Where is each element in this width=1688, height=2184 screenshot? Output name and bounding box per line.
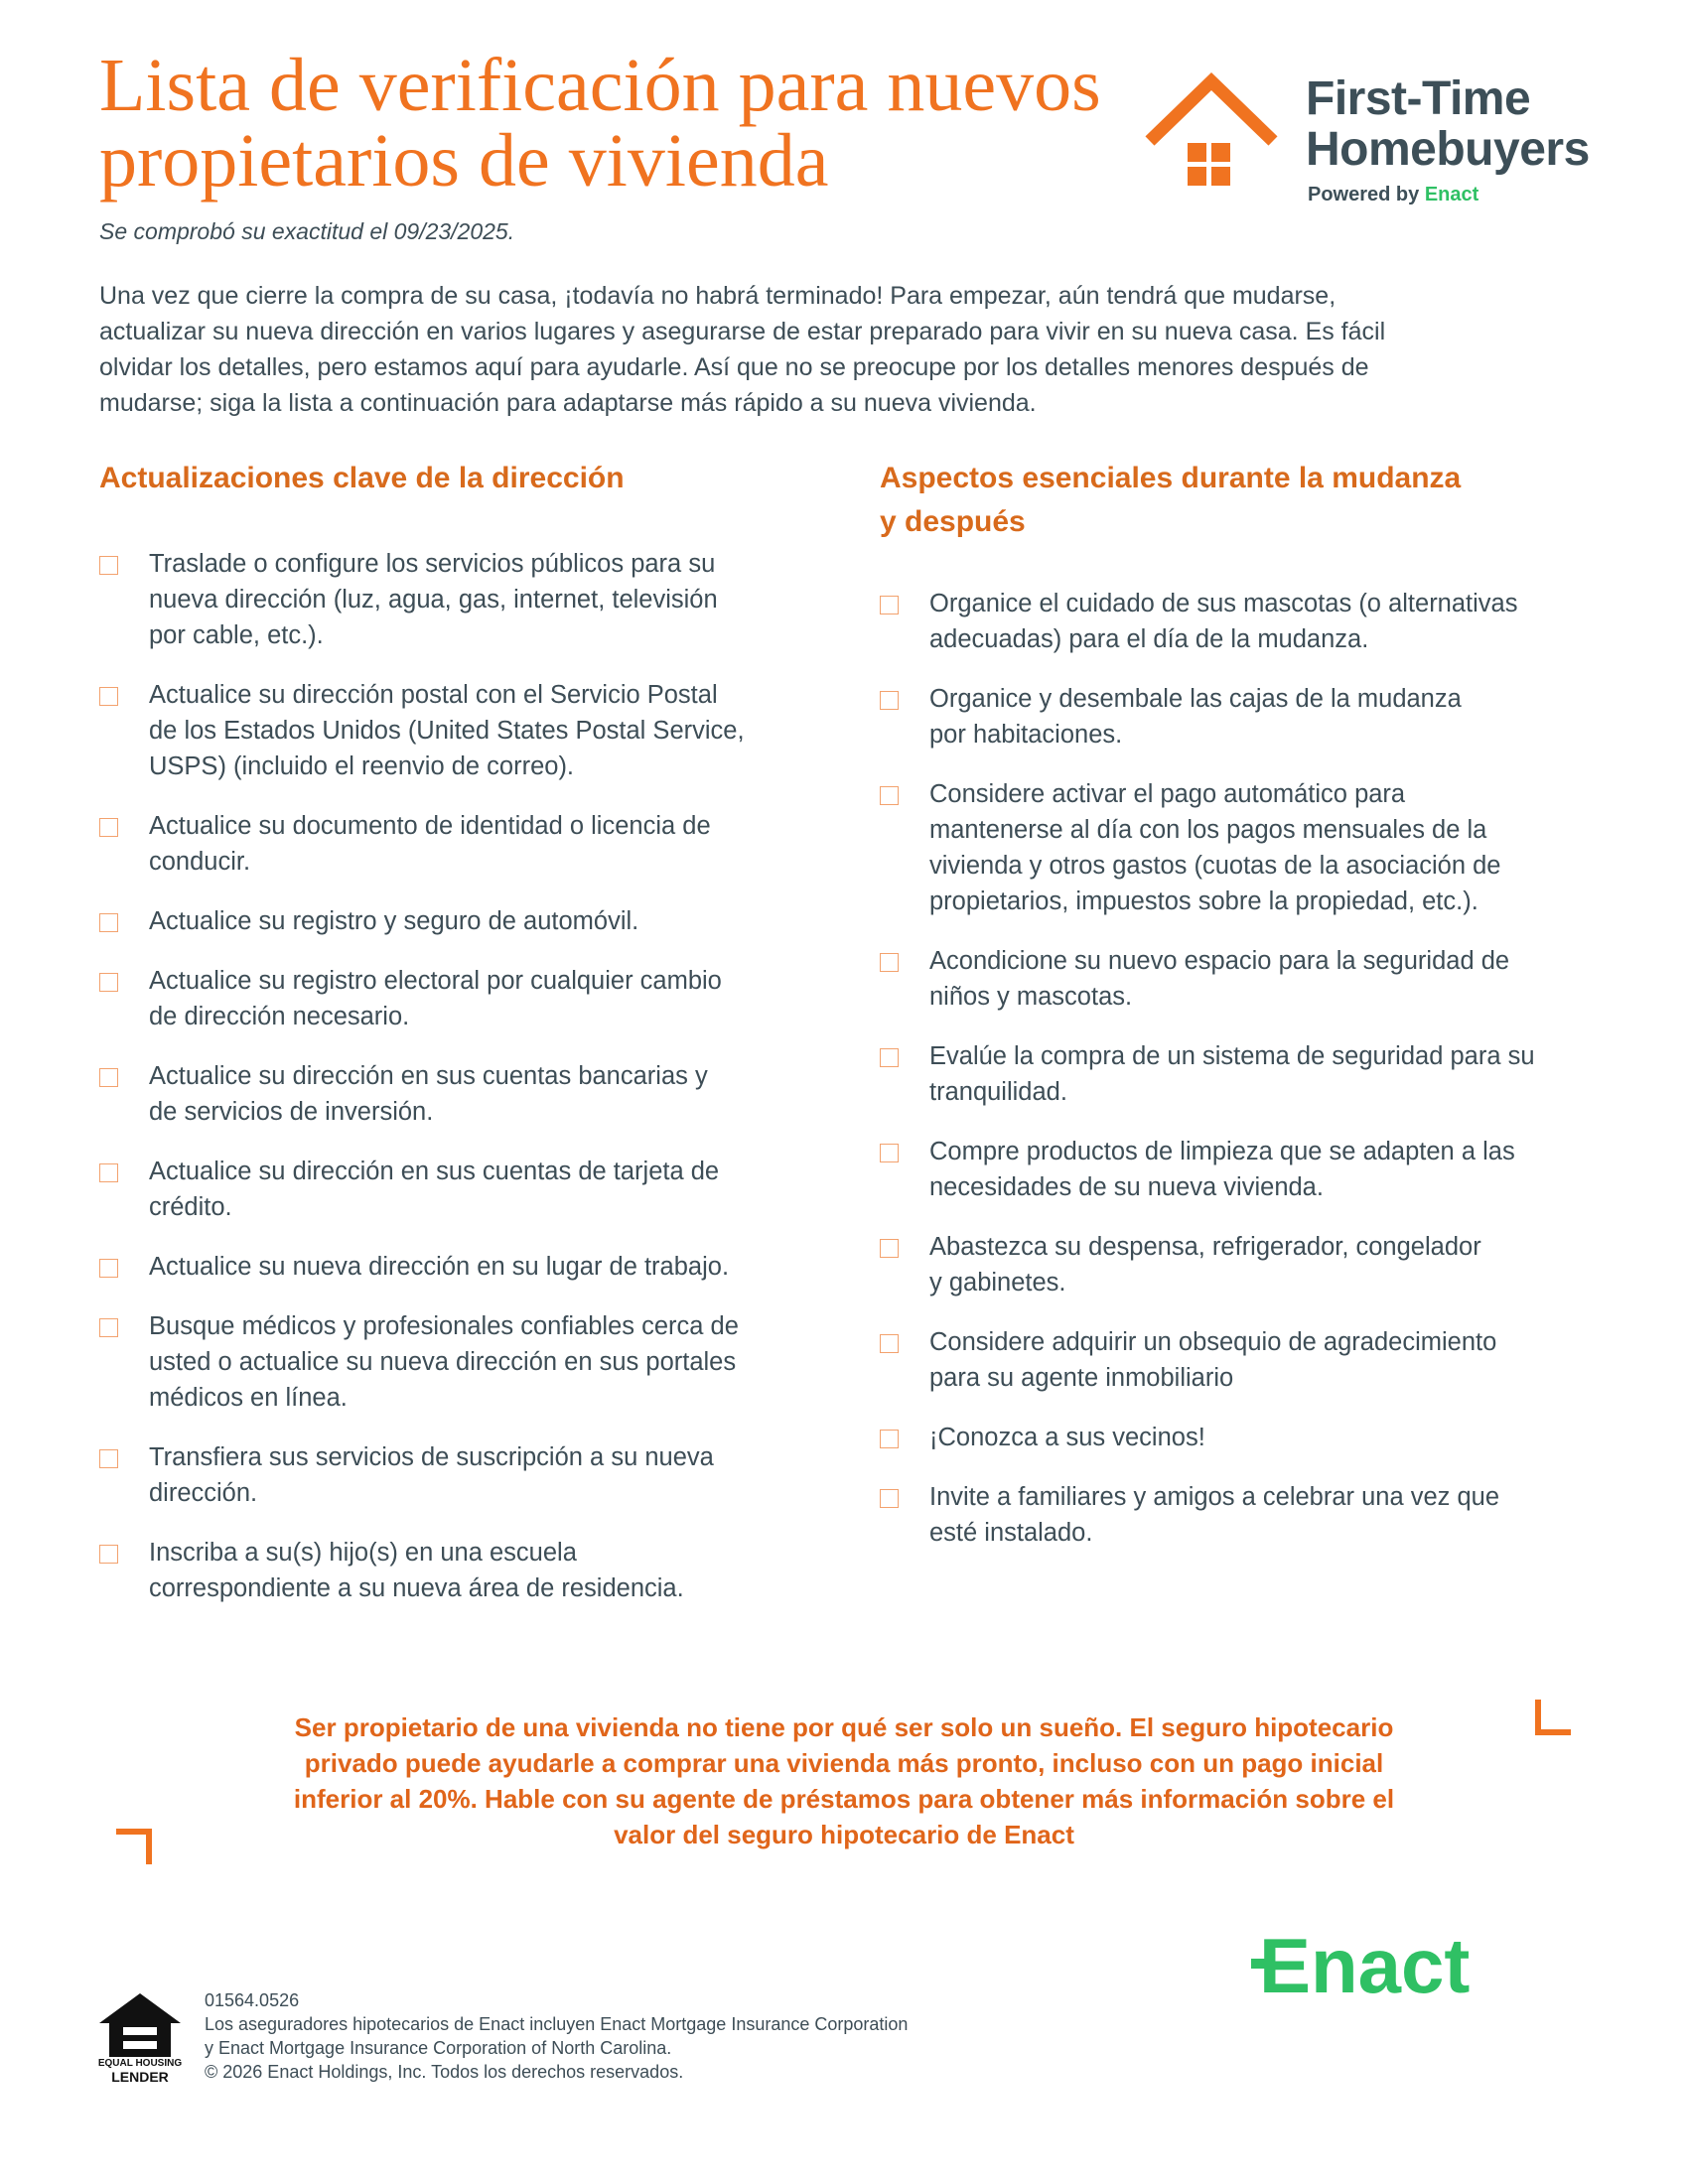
checklist-item [880,1134,1595,1205]
footer-line: © 2026 Enact Holdings, Inc. Todos los derechos reservados. [205,2062,684,2082]
checklist-item [880,1420,1595,1455]
footer-disclaimer [205,1988,908,2084]
section-heading-line: Aspectos esenciales durante la mudanza [880,462,1462,494]
checklist-item-text: crédito. [149,1193,232,1221]
checklist-item [99,1249,814,1285]
checklist-item-text: Acondicione su nuevo espacio para la seguridad de [929,947,1510,975]
cta-line: valor del seguro hipotecario de Enact [614,1820,1074,1849]
title-line-1: Lista de verificación para nuevos [99,44,1101,127]
checklist-item [99,677,814,784]
checklist-item-text: por cable, etc.). [149,621,324,649]
checklist-item-text: de servicios de inversión. [149,1098,434,1126]
equal-housing-line-2: LENDER [111,2069,169,2085]
corner-bracket-decoration [116,1829,152,1864]
logo-line-2: Homebuyers [1306,123,1590,176]
checklist-item-text: Transfiera sus servicios de suscripción a su nueva [149,1443,714,1471]
cta-line: inferior al 20%. Hable con su agente de préstamos para obtener más información sobre el [293,1784,1395,1814]
checklist-item-text: Evalúe la compra de un sistema de seguridad para su [929,1042,1535,1070]
checklist-item-text: niños y mascotas. [929,983,1133,1011]
checklist-item-text: por habitaciones. [929,721,1123,749]
checkbox[interactable] [99,1545,118,1564]
checklist-item-text: conducir. [149,848,251,876]
checkbox[interactable] [880,596,899,614]
checkbox[interactable] [880,1430,899,1448]
checklist-item [880,1324,1595,1396]
checklist-item-text: Compre productos de limpieza que se adapten a las [929,1138,1515,1165]
footer-line: Los aseguradores hipotecarios de Enact incluyen Enact Mortgage Insurance Corporation [205,2014,909,2034]
checklist-item-text: dirección. [149,1479,258,1507]
checklist-item-text: Traslade o configure los servicios públicos para su [149,550,716,578]
section-heading-line: y después [880,505,1026,538]
checklist-item-text: Abastezca su despensa, refrigerador, congelador [929,1233,1481,1261]
checklist-item-text: Inscriba a su(s) hijo(s) en una escuela [149,1539,577,1567]
intro-line: olvidar los detalles, pero estamos aquí para ayudarle. Así que no se preocupe por los detalles menores después de [99,353,1369,381]
checklist-item [99,1154,814,1225]
checkbox[interactable] [99,818,118,837]
checklist-item-text: Busque médicos y profesionales confiables cerca de [149,1312,739,1340]
checklist-item-text: Actualice su dirección en sus cuentas bancarias y [149,1062,708,1090]
checkbox[interactable] [880,1048,899,1067]
checklist-item-text: adecuadas) para el día de la mudanza. [929,625,1369,653]
checklist-item-text: médicos en línea. [149,1384,348,1412]
checklist-item-text: de dirección necesario. [149,1003,410,1030]
checklist-item-text: propietarios, impuestos sobre la propiedad, etc.). [929,887,1478,915]
checklist-item-text: para su agente inmobiliario [929,1364,1234,1392]
checklist-item-text: Invite a familiares y amigos a celebrar una vez que [929,1483,1500,1511]
intro-line: Una vez que cierre la compra de su casa, ¡todavía no habrá terminado! Para empezar, aún tendrá que mudarse, [99,282,1336,310]
powered-by-brand: Enact [1424,184,1479,205]
checklist-item-text: Actualice su dirección en sus cuentas de tarjeta de [149,1158,720,1185]
checkbox[interactable] [99,1259,118,1278]
checklist-item-text: ¡Conozca a sus vecinos! [929,1424,1205,1451]
checklist-item-text: Actualice su nueva dirección en su lugar de trabajo. [149,1253,730,1281]
checklist-item-text: USPS) (incluido el reenvio de correo). [149,752,575,780]
checklist-item [880,681,1595,752]
house-icon [1142,69,1281,189]
equal-housing-label [95,2058,185,2085]
checklist-item-text: Organice el cuidado de sus mascotas (o alternativas [929,590,1518,617]
checkbox[interactable] [880,953,899,972]
checklist-item-text: Organice y desembale las cajas de la mudanza [929,685,1462,713]
checklist [880,586,1595,1551]
cta-line: Ser propietario de una vivienda no tiene por qué ser solo un sueño. El seguro hipotecario [294,1712,1394,1742]
checklist-item [99,808,814,880]
checklist-item-text: Actualice su registro electoral por cualquier cambio [149,967,722,995]
checkbox[interactable] [880,786,899,805]
checklist-item [880,1229,1595,1300]
checklist-item-text: esté instalado. [929,1519,1093,1547]
intro-paragraph [99,278,1609,421]
checkbox[interactable] [99,1449,118,1468]
enact-logo [1251,1921,1549,2010]
checklist-item-text: Actualice su documento de identidad o licencia de [149,812,711,840]
title-line-2: propietarios de vivienda [99,119,829,203]
checkbox[interactable] [880,1334,899,1353]
checklist-item-text: necesidades de su nueva vivienda. [929,1173,1324,1201]
intro-line: mudarse; siga la lista a continuación para adaptarse más rápido a su nueva vivienda. [99,389,1037,417]
checkbox[interactable] [880,1489,899,1508]
checkbox[interactable] [99,1163,118,1182]
intro-line: actualizar su nueva dirección en varios lugares y asegurarse de estar preparado para vivir en su nueva casa. Es fácil [99,318,1386,345]
checklist-item [880,1479,1595,1551]
section-heading [880,457,1595,544]
checklist-item-text: correspondiente a su nueva área de residencia. [149,1574,684,1602]
checkbox[interactable] [99,1318,118,1337]
checkbox[interactable] [99,973,118,992]
checkbox[interactable] [99,1068,118,1087]
cta-message [199,1709,1489,1852]
checklist-item-text: de los Estados Unidos (United States Postal Service, [149,717,745,745]
corner-bracket-decoration [1535,1700,1571,1735]
checklist-item-text: tranquilidad. [929,1078,1067,1106]
checklist-item [99,1308,814,1416]
checklist-item [880,943,1595,1015]
checkbox[interactable] [99,687,118,706]
checkbox[interactable] [880,691,899,710]
checklist-item [880,776,1595,919]
checkbox[interactable] [99,556,118,575]
checkbox[interactable] [880,1239,899,1258]
section-heading-line: Actualizaciones clave de la dirección [99,462,625,494]
checklist-item [880,586,1595,657]
footer-line: 01564.0526 [205,1990,300,2010]
checklist-item [99,1058,814,1130]
checklist-item-text: Considere adquirir un obsequio de agradecimiento [929,1328,1497,1356]
footer-line: y Enact Mortgage Insurance Corporation of North Carolina. [205,2038,672,2058]
section-heading [99,457,814,500]
checklist-item-text: y gabinetes. [929,1269,1066,1297]
page-title [99,44,1132,203]
powered-by [1308,184,1478,206]
checklist [99,546,814,1606]
checklist-item-text: Actualice su registro y seguro de automóvil. [149,907,639,935]
checkbox[interactable] [99,913,118,932]
checklist-item [99,546,814,653]
checklist-item-text: Considere activar el pago automático para [929,780,1406,808]
checklist-item [99,1535,814,1606]
verified-date: Se comprobó su exactitud el 09/23/2025. [99,218,515,244]
checklist-item-text: vivienda y otros gastos (cuotas de la asociación de [929,852,1501,880]
checkbox[interactable] [880,1144,899,1162]
checklist-item-text: nueva dirección (luz, agua, gas, internet, televisión [149,586,718,614]
checklist-item [880,1038,1595,1110]
checklist-item-text: mantenerse al día con los pagos mensuales de la [929,816,1487,844]
powered-by-label: Powered by [1308,184,1420,205]
checklist-item [99,963,814,1034]
checklist-item-text: usted o actualice su nueva dirección en sus portales [149,1348,737,1376]
checklist-item [99,903,814,939]
first-time-homebuyers-logo [1142,69,1638,218]
moving-essentials-section [880,457,1595,1574]
enact-logo-text: Enact [1259,1922,1471,2009]
cta-line: privado puede ayudarle a comprar una vivienda más pronto, incluso con un pago inicial [304,1748,1384,1778]
equal-housing-line-1: EQUAL HOUSING [97,2058,183,2069]
address-updates-section [99,457,814,1630]
logo-line-1: First-Time [1306,72,1531,125]
checklist-item-text: Actualice su dirección postal con el Servicio Postal [149,681,718,709]
checklist-item [99,1439,814,1511]
